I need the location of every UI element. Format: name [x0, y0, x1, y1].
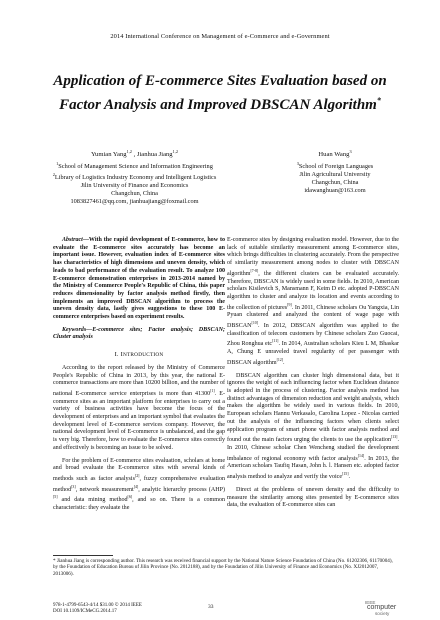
computer-society-logo — [365, 600, 405, 616]
body-paragraph: For the problem of E-commerce sites evaluation, scholars at home and broad evaluate the E-commerce sites with several kinds of methods such as factor analysis[2], fuzzy comprehensive evaluation method[3], network measurement[4], analytic hierarchy process (AHP)[5] and data mining method[6], and so on. There is a common characteristic: they evaluate the — [53, 457, 225, 512]
abstract-lead: Abstract — [62, 237, 83, 243]
left-column — [53, 237, 225, 513]
citation: [15] — [342, 472, 349, 477]
affiliation-right — [275, 148, 395, 195]
affiliation-line: Jilin University of Finance and Economics — [80, 182, 189, 190]
logo-top-text: IEEE — [365, 600, 376, 605]
logo-bottom-text: society — [375, 611, 390, 616]
paper-title — [40, 72, 400, 115]
footnote: * Jianhua Jiang is corresponding author. This research was received financial support by the National Nature Science Foundation of China (No. 61202306, 61170004), by the Foundation of Education Bureau of Jilin Province (No. 2012188), and by the Foundation of Jilin University of Finance and Economics (No. XJ2012007, 2013006). — [53, 558, 393, 577]
title-text: Application of E-commerce Sites Evaluation based on Factor Analysis and Improved DBSCAN Algorithm — [53, 73, 387, 113]
title-footnote-mark: * — [376, 96, 381, 105]
citation: [2] — [134, 474, 140, 478]
citation: [7-8] — [250, 268, 259, 273]
abstract — [53, 237, 225, 322]
keywords: Keywords—E-commerce sites; Factor analysis; DBSCAN; Cluster analysis — [53, 326, 225, 341]
body-paragraph: DBSCAN algorithm can cluster high dimensional data, but it ignores the weight of each influencing factor when Euclidean distance is adopted in the process of clustering. Factor analysis method has distinct advantages of dimension reduction and weight analysis, which makes the algorithm be widely used in various fields. In 2010, European scholars Hannu Verkasalo, Carolina Lopez - Nicolas carried out the analysis of the influencing factors when clients select application program of smart phone with factor analysis method and found out the main factors urging the clients to use the application[13]. In 2010, Chinese scholar Chen Wencheng studied the development imbalance of regional economy with factor analysis[14]. In 2013, the American scholars Taufiq Hasan, John h. l. Hansen etc. adopted factor analysis method to analyze and verify the voice[15]. — [227, 372, 400, 481]
isbn-line: 978-1-4799-6543-4/14 $31.00 © 2014 IEEE — [53, 603, 142, 608]
citation: [14] — [357, 453, 365, 458]
citation: [6] — [127, 495, 133, 500]
author-email-right: idawanghuan@163.com — [304, 187, 366, 195]
citation: [3] — [71, 484, 76, 489]
affiliation-line: $^1$School of Management Science and Information Engineering — [56, 161, 213, 171]
page-number: 33 — [208, 604, 214, 610]
affiliation-line: Changchun, China — [311, 179, 359, 187]
affiliation-line: $^2$Library of Logistics Industry Economy and Intelligent Logistics — [52, 172, 217, 182]
affiliation-line: $^3$School of Foreign Languages — [296, 161, 374, 171]
author-name-right: Huan Wang$^3$ — [318, 149, 352, 159]
section-heading-introduction: I. INTRODUCTION — [114, 351, 164, 359]
body-paragraph: According to the report released by the Ministry of Commerce People's Republic of China in 2013, by this year, the national E-commerce transactions are more than 10200 billion, and the number of national E-commerce service enterprises is more than 41300[1]. E-commerce sites as an important platform for enterprises to carry out a variety of business activities have become the focus of the development of enterprises and an important symbol that evaluates the development level of E-commerce services company. However, the national development level of E-commerce is unbalanced, and the gap is very big. Therefore, how to evaluate the E-commerce sites correctly and effectively is becoming an issue to be solved. — [53, 364, 226, 451]
affiliation-left — [52, 148, 217, 206]
body-paragraph: Direct at the problems of uneven density and the difficulty to measure the similarity among sites presented by E-commerce sites data, the evaluation of E-commerce sites can — [227, 486, 399, 509]
body-paragraph: E-commerce sites by designing evaluation model. However, due to the lack of suitable similarity measurement among E-commerce sites, which brings difficulties in clustering accurately. From the perspective of similarity measurement among nodes to cluster with DBSCAN algorithm[7-8], the different clusters can be evaluated accurately. Therefore, DBSCAN is widely used in some fields. In 2010, American scholars Kisilevich S, Mansmann F, Keim D etc. adopted P-DBSCAN algorithm to cluster and analyze its location and events according to the collection of pictures[9]. In 2011, Chinese scholars Ou Yangxia, Lin Pyuan clustered and analyzed the content of wage page with DBSCAN[10]. In 2012, DBSCAN algorithm was applied to the classification of telecom customers by Chinese scholars Zuo Guocai, Zhou Ronghua etc[11]. In 2014, Australian scholars Kieu L M, Bhaskar A, Chung E unraveled travel regularity of per passenger with DBSCAN algorithm[12]. — [227, 237, 399, 366]
citation: [1] — [210, 388, 215, 393]
citation: [9] — [287, 302, 292, 307]
author-emails-left: 1083827461@qq.com, jianhuajiang@foxmail.com — [70, 198, 199, 206]
citation: [13] — [391, 435, 398, 440]
conference-header: 2014 International Conference on Management of e-Commerce and e-Government — [110, 33, 330, 40]
right-column — [227, 237, 399, 510]
citation: [12] — [276, 357, 284, 362]
abstract-text: —With the rapid development of E-commerce, how to evaluate the E-commerce sites accurately has become an important issue. However, evaluation index of E-commerce sites has characteristics of high dimensions and uneven density, which leads to bad performance of the evaluation result. To analyze 100 E-commerce demonstration enterprises in 2013-2014 named by the Ministry of Commerce People's Republic of China, this paper reduces dimensionality by factor analysis method firstly, then implements an improved DBSCAN algorithm to process the uneven density data, lastly gives suggestions to these 100 E-commerce enterprises based on experiment results. — [53, 237, 225, 321]
citation: [4] — [133, 484, 139, 489]
doi-line: DOI 10.1109/ICMeCG.2014.17 — [53, 609, 117, 615]
affiliation-line: Jilin Agricultural University — [299, 171, 371, 179]
affiliation-line: Changchun, China — [111, 190, 158, 198]
footnote-rule — [53, 555, 113, 556]
citation: [5] — [53, 495, 58, 500]
author-names-left: Yumian Yang$^{1,2}$ , Jianhua Jiang$^{1,2}$ — [91, 149, 178, 159]
citation: [10] — [251, 321, 259, 326]
copyright-block — [53, 603, 163, 615]
logo-main-text: computer — [367, 604, 397, 611]
citation: [11] — [272, 339, 279, 344]
